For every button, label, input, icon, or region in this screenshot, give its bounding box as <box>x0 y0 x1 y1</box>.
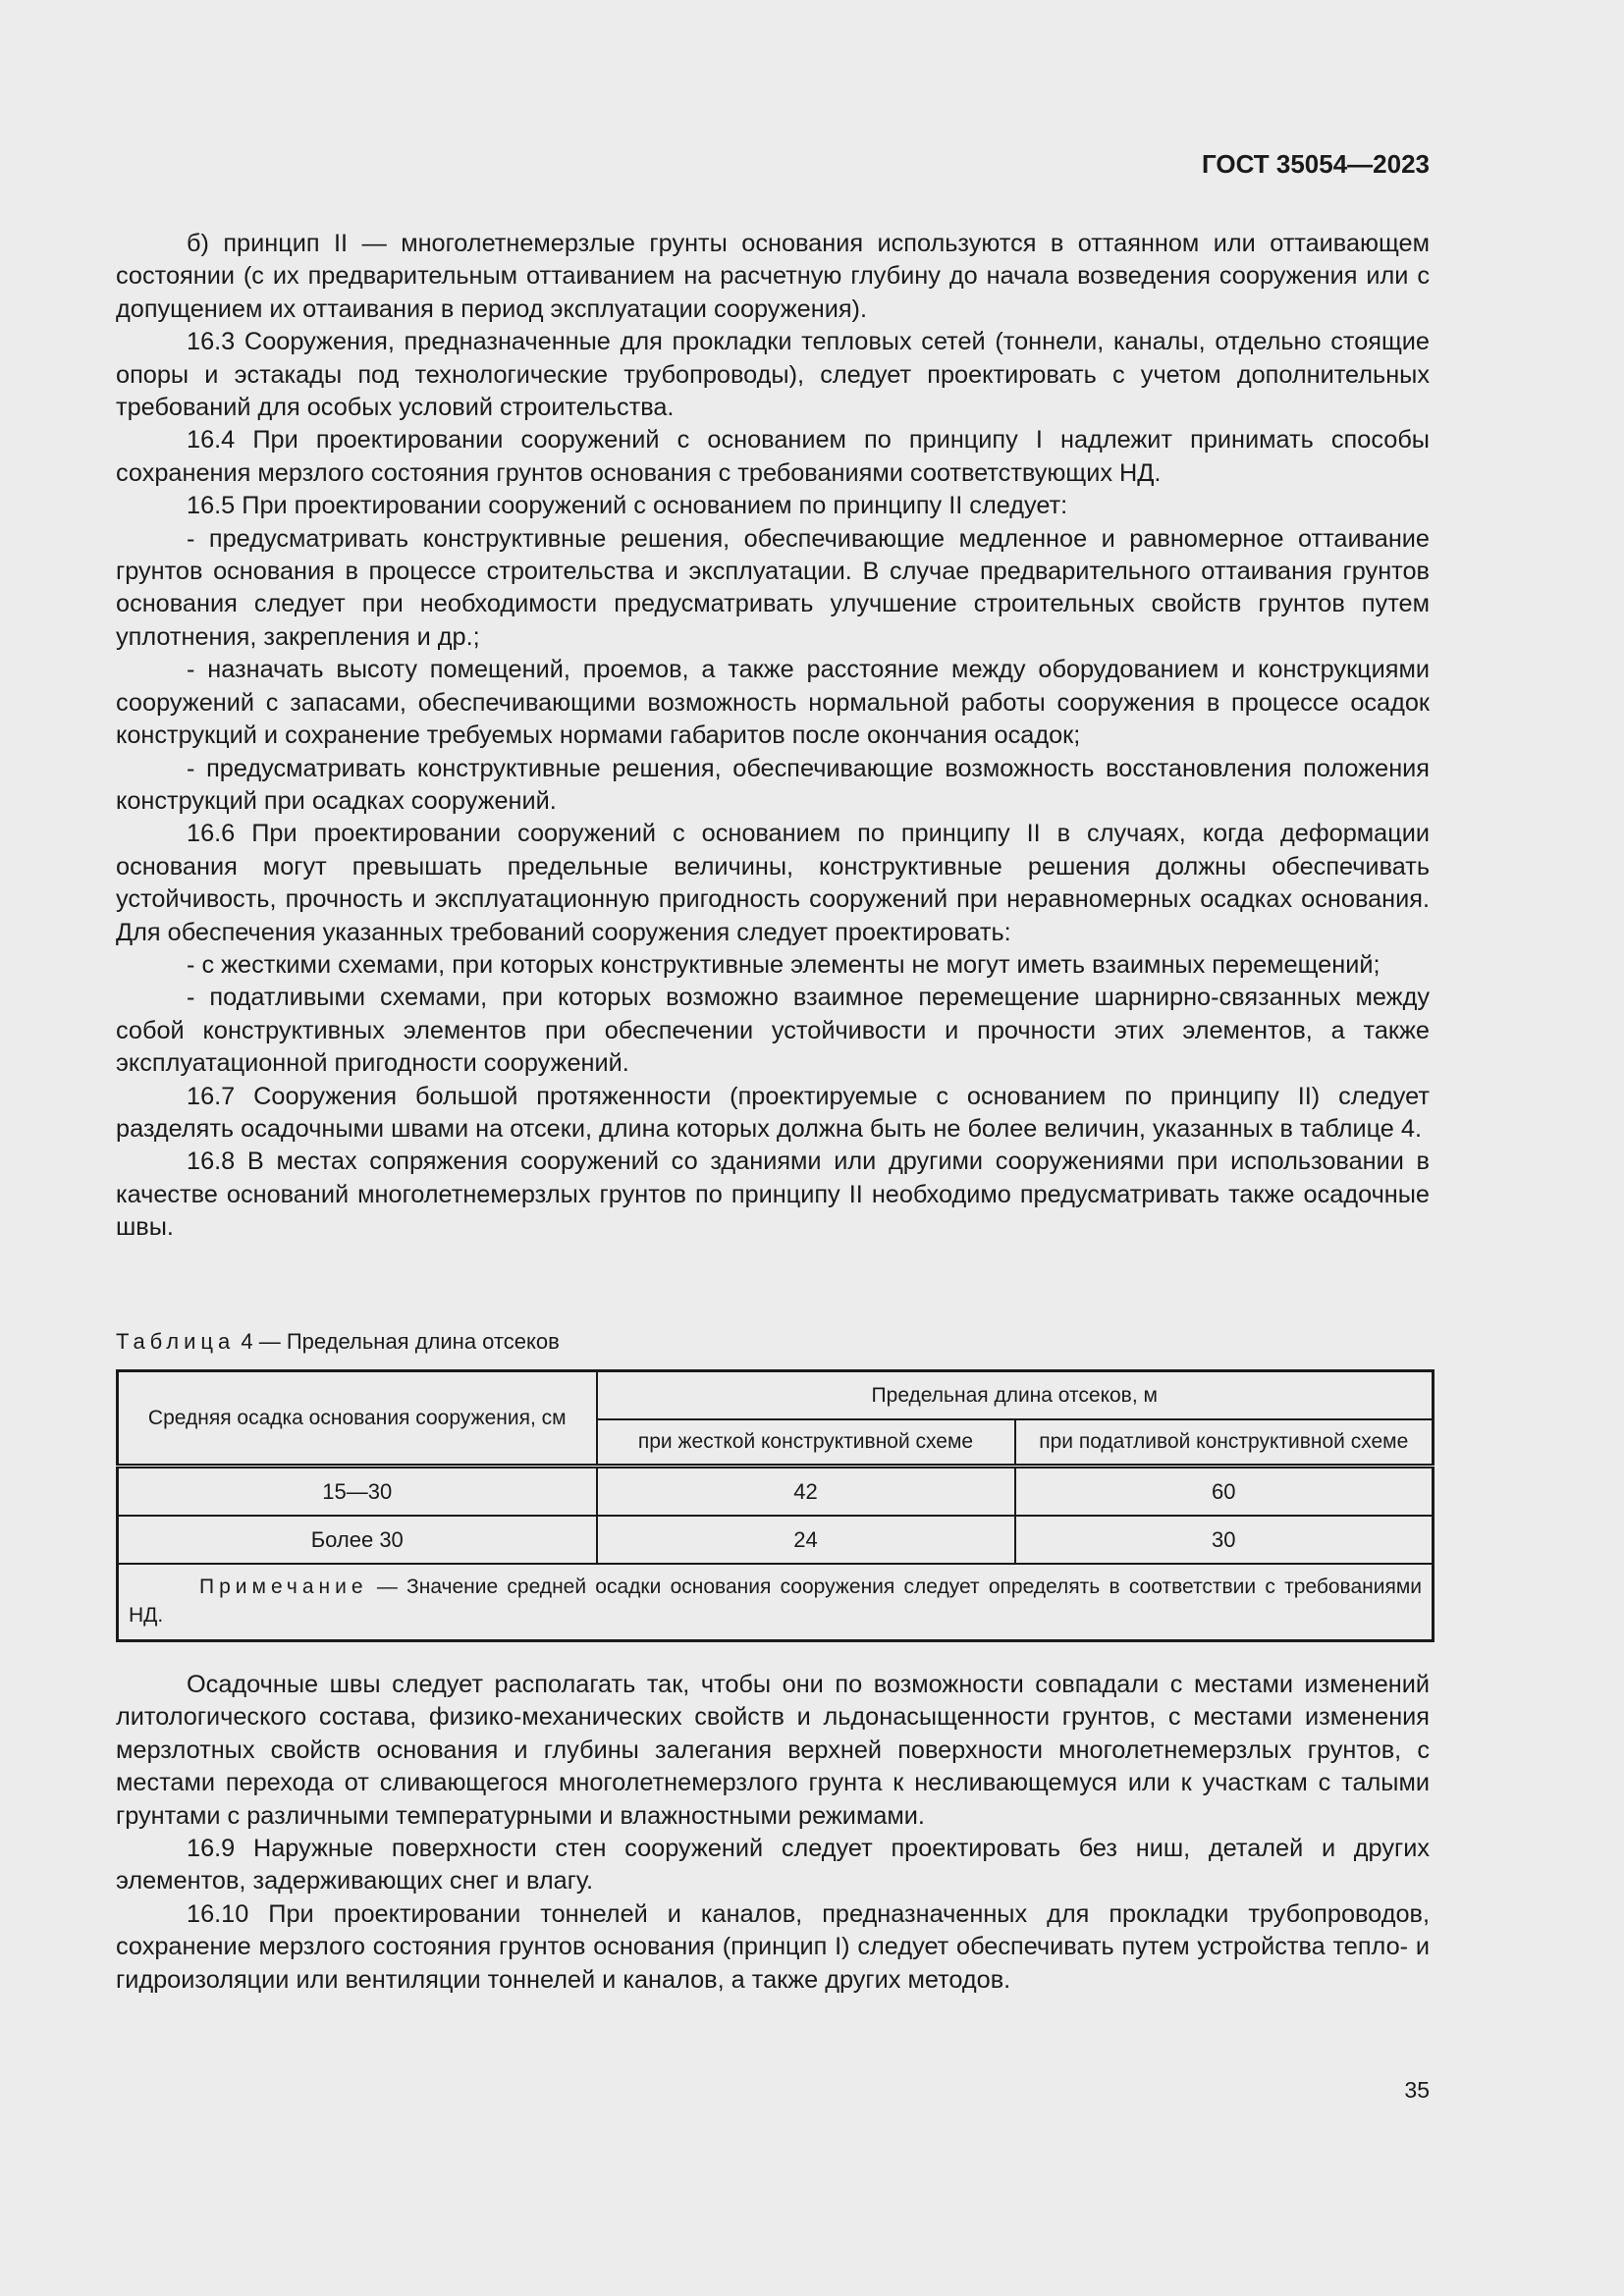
paragraph: - предусматривать конструктивные решения, обеспечивающие медленное и равномерное оттаивание грунтов основания в процессе строительства и эксплуатации. В случае предварительного оттаивания грунтов основания следует при необходимости предусматривать улучшение строительных свойств грунтов путем уплотнения, закрепления и др.; <box>116 524 1430 651</box>
paragraph: 16.8 В местах сопряжения сооружений со зданиями или другими сооружениями при использовании в качестве оснований многолетнемерзлых грунтов по принципу II необходимо предусматривать также осадочные швы. <box>116 1148 1430 1242</box>
paragraph: 16.10 При проектировании тоннелей и каналов, предназначенных для прокладки трубопроводов, сохранение мерзлого состояния грунтов основания (принцип I) следует обеспечивать путем устройства тепло- и гидроизоляции или вентиляции тоннелей и каналов, а также других методов. <box>116 1899 1430 1994</box>
cell-flexible: 60 <box>1015 1467 1434 1517</box>
document-header <box>116 147 1430 181</box>
table-caption <box>116 1327 1430 1357</box>
text-block-bottom <box>116 1669 1430 1997</box>
text-block-top <box>116 228 1430 1245</box>
table-caption-word: Таблица <box>116 1329 236 1354</box>
cell-settlement: Более 30 <box>118 1516 597 1564</box>
paragraph: - предусматривать конструктивные решения, обеспечивающие возможность восстановления положения конструкций при осадках сооружений. <box>116 754 1430 815</box>
note-text: — Значение средней осадки основания сооружения следует определять в соответствии с требованиями НД. <box>129 1575 1422 1627</box>
table-caption-title: 4 — Предельная длина отсеков <box>241 1329 560 1354</box>
table-row <box>118 1516 1434 1564</box>
cell-flexible: 30 <box>1015 1516 1434 1564</box>
paragraph: 16.4 При проектировании сооружений с основанием по принципу I надлежит принимать способы сохранения мерзлого состояния грунтов основания с требованиями соответствующих НД. <box>116 426 1430 487</box>
paragraph: - с жесткими схемами, при которых конструктивные элементы не могут иметь взаимных перемещений; <box>187 950 1380 979</box>
paragraph: - назначать высоту помещений, проемов, а также расстояние между оборудованием и конструкциями сооружений с запасами, обеспечивающими возможность нормальной работы сооружения в процессе осадок конструкций и сохранение требуемых нормами габаритов после окончания осадок; <box>116 656 1430 750</box>
cell-rigid: 24 <box>597 1516 1015 1564</box>
column-group-header-length: Предельная длина отсеков, м <box>597 1371 1434 1420</box>
note-label: Примечание <box>199 1575 368 1598</box>
table-note-row <box>118 1564 1434 1641</box>
paragraph: - податливыми схемами, при которых возможно взаимное перемещение шарнирно-связанных между собой конструктивных элементов при обеспечении устойчивости и прочности этих элементов, а также эксплуатационной пригодности сооружений. <box>116 984 1430 1078</box>
paragraph: 16.5 При проектировании сооружений с основанием по принципу II следует: <box>187 492 1068 520</box>
paragraph: 16.3 Сооружения, предназначенные для прокладки тепловых сетей (тоннели, каналы, отдельно стоящие опоры и эстакады под технологические трубопроводы), следует проектировать с учетом дополнительных требований для особых условий строительства. <box>116 328 1430 422</box>
table-row <box>118 1467 1434 1517</box>
column-header-rigid: при жесткой конструктивной схеме <box>597 1419 1015 1467</box>
column-header-flexible: при податливой конструктивной схеме <box>1015 1419 1434 1467</box>
limit-length-table <box>116 1369 1435 1642</box>
page-number <box>116 2075 1430 2105</box>
table-header-row <box>118 1371 1434 1420</box>
cell-settlement: 15—30 <box>118 1467 597 1517</box>
paragraph: 16.7 Сооружения большой протяженности (проектируемые с основанием по принципу II) следует разделять осадочными швами на отсеки, длина которых должна быть не более величин, указанных в таблице 4. <box>116 1082 1430 1143</box>
table-note <box>118 1564 1434 1641</box>
paragraph: Осадочные швы следует располагать так, чтобы они по возможности совпадали с местами изменений литологического состава, физико-механических свойств и льдонасыщенности грунтов, с местами изменения мерзлотных свойств основания и глубины залегания верхней поверхности многолетнемерзлых грунтов, с местами перехода от сливающегося многолетнемерзлого грунта к несливающемуся или к участкам с талыми грунтами с различными температурными и влажностными режимами. <box>116 1671 1430 1830</box>
document-id: ГОСТ 35054—2023 <box>1202 149 1430 179</box>
column-header-settlement: Средняя осадка основания сооружения, см <box>118 1371 597 1467</box>
paragraph: 16.9 Наружные поверхности стен сооружений следует проектировать без ниш, деталей и других элементов, задерживающих снег и влагу. <box>116 1835 1430 1896</box>
cell-rigid: 42 <box>597 1467 1015 1517</box>
paragraph: б) принцип II — многолетнемерзлые грунты основания используются в оттаянном или оттаивающем состоянии (с их предварительным оттаиванием на расчетную глубину до начала возведения сооружения или с допущением их оттаивания в период эксплуатации сооружения). <box>116 230 1430 323</box>
paragraph: 16.6 При проектировании сооружений с основанием по принципу II в случаях, когда деформации основания могут превышать предельные величины, конструктивные решения должны обеспечивать устойчивость, прочность и эксплуатационную пригодность сооружений при неравномерных осадках основания. Для обеспечения указанных требований сооружения следует проектировать: <box>116 820 1430 946</box>
page-number-value: 35 <box>1404 2077 1430 2103</box>
